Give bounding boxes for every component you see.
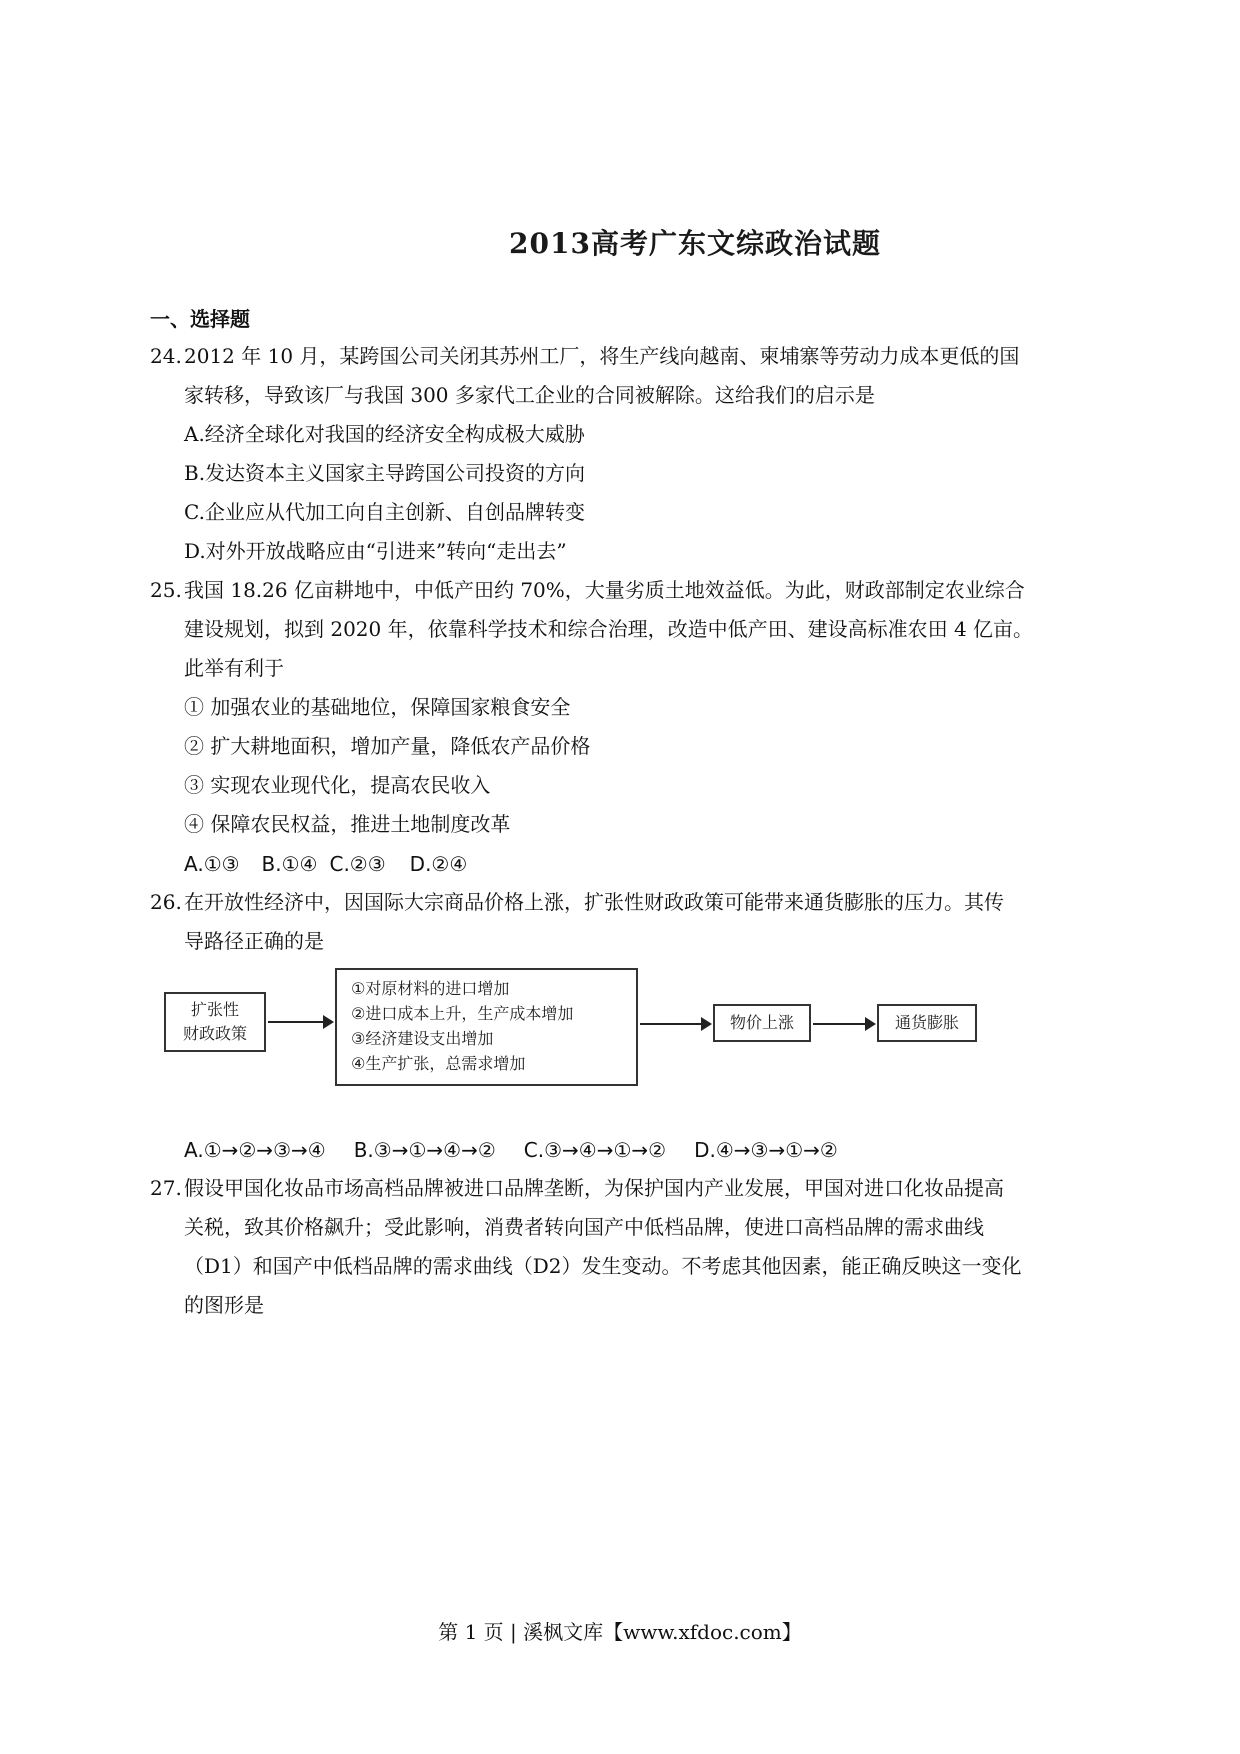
choice-c: C.③→④→①→② (523, 1138, 667, 1162)
question-number: 27. (150, 1176, 182, 1200)
option-b: B.发达资本主义国家主导跨国公司投资的方向 (184, 461, 586, 485)
question-number: 24. (150, 344, 182, 368)
choice-a: A.①③ (184, 852, 240, 876)
statement-3: ③ 实现农业现代化，提高农民收入 (184, 773, 491, 797)
flow-diagram (160, 968, 990, 1098)
choice-b: B.①④ (261, 852, 318, 876)
statement-2: ② 扩大耕地面积，增加产量，降低农产品价格 (184, 734, 591, 758)
price-rise-box: 物价上涨 (713, 1004, 811, 1042)
question-number: 25. (150, 578, 182, 602)
question-text: 此举有利于 (184, 656, 284, 680)
question-text: 2012 年 10 月，某跨国公司关闭其苏州工厂，将生产线向越南、柬埔寨等劳动力成本更低的国 (184, 344, 1020, 368)
arrow-icon (268, 1021, 332, 1023)
question-24 (150, 337, 1090, 415)
arrow-icon (813, 1023, 874, 1025)
statement-4: ④ 保障农民权益，推进土地制度改革 (184, 812, 511, 836)
question-text: 导路径正确的是 (184, 929, 324, 953)
choice-row (184, 852, 495, 876)
question-26 (150, 883, 1090, 961)
section-heading: 一、选择题 (150, 307, 250, 331)
choice-row (184, 1138, 838, 1162)
choice-a: A.①→②→③→④ (184, 1138, 326, 1162)
option-c: C.企业应从代加工向自主创新、自创品牌转变 (184, 500, 585, 524)
option-d: D.对外开放战略应由“引进来”转向“走出去” (184, 539, 567, 563)
question-text: 的图形是 (184, 1293, 264, 1317)
question-27 (150, 1169, 1090, 1325)
path-box (335, 968, 638, 1086)
arrow-icon (640, 1023, 710, 1025)
choice-b: B.③→①→④→② (353, 1138, 496, 1162)
question-text: 在开放性经济中，因国际大宗商品价格上涨，扩张性财政政策可能带来通货膨胀的压力。其传 (184, 890, 1004, 914)
choice-c: C.②③ (329, 852, 386, 876)
page-footer: 第 1 页 | 溪枫文库【www.xfdoc.com】 (438, 1620, 802, 1644)
question-number: 26. (150, 890, 182, 914)
path-step: ②进口成本上升，生产成本增加 (351, 1004, 574, 1023)
option-a: A.经济全球化对我国的经济安全构成极大威胁 (184, 422, 585, 446)
question-text: 家转移，导致该厂与我国 300 多家代工企业的合同被解除。这给我们的启示是 (184, 383, 875, 407)
question-text: （D1）和国产中低档品牌的需求曲线（D2）发生变动。不考虑其他因素，能正确反映这一变化 (184, 1254, 1022, 1278)
path-step: ④生产扩张，总需求增加 (351, 1054, 526, 1073)
question-text: 我国 18.26 亿亩耕地中，中低产田约 70%，大量劣质土地效益低。为此，财政部制定农业综合 (184, 578, 1025, 602)
question-text: 假设甲国化妆品市场高档品牌被进口品牌垄断，为保护国内产业发展，甲国对进口化妆品提高 (184, 1176, 1004, 1200)
policy-box (164, 992, 266, 1052)
question-text: 关税，致其价格飙升；受此影响，消费者转向国产中低档品牌，使进口高档品牌的需求曲线 (184, 1215, 984, 1239)
statement-1: ① 加强农业的基础地位，保障国家粮食安全 (184, 695, 571, 719)
box-label: 财政政策 (182, 1024, 247, 1043)
box-label: 扩张性 (190, 1000, 239, 1019)
question-text: 建设规划，拟到 2020 年，依靠科学技术和综合治理，改造中低产田、建设高标准农田 4 亿亩。 (184, 617, 1034, 641)
question-25 (150, 571, 1090, 688)
choice-d: D.④→③→①→② (694, 1138, 838, 1162)
path-step: ①对原材料的进口增加 (351, 979, 510, 998)
inflation-box: 通货膨胀 (877, 1004, 977, 1042)
choice-d: D.②④ (409, 852, 468, 876)
page-title: 2013高考广东文综政治试题 (509, 227, 881, 260)
path-step: ③经济建设支出增加 (351, 1029, 494, 1048)
